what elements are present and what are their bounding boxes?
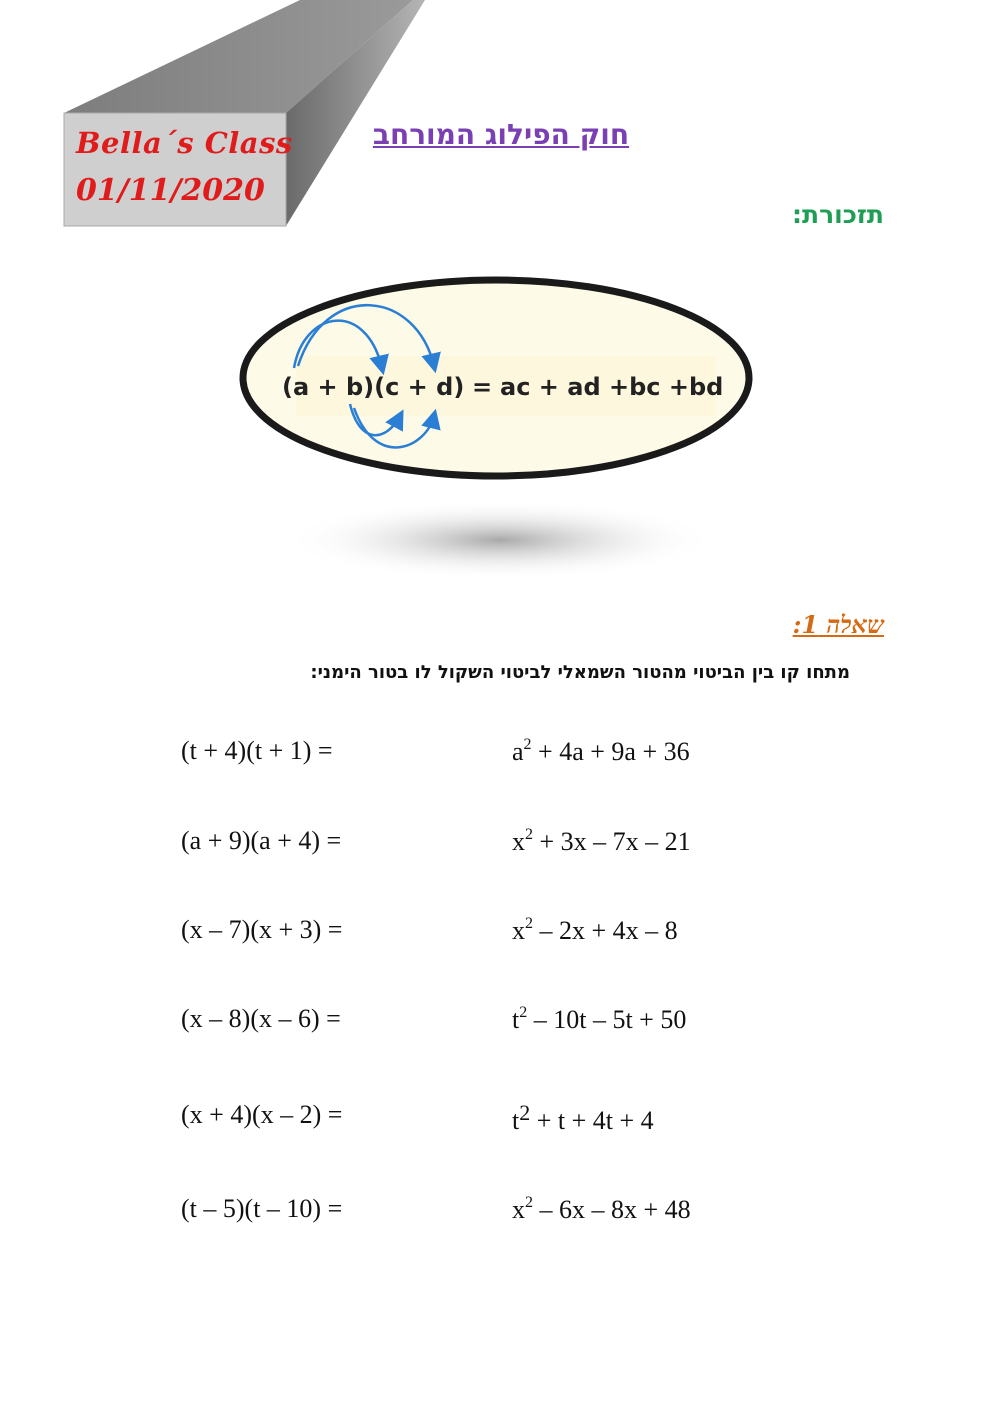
right-expression-4[interactable]: [512, 1004, 686, 1035]
right-expression-1[interactable]: [512, 736, 690, 767]
left-expression-6[interactable]: (t – 5)(t – 10) =: [181, 1194, 343, 1223]
term-exponent: 2: [525, 826, 533, 843]
term-rest: – 2x + 4x – 8: [533, 916, 678, 945]
term-base: t: [512, 1005, 520, 1034]
formula-shadow: [285, 500, 715, 580]
term-exponent: 2: [519, 1004, 528, 1021]
left-expression-1[interactable]: (t + 4)(t + 1) =: [181, 736, 333, 765]
term-rest: – 6x – 8x + 48: [533, 1195, 691, 1224]
term-rest: + 4a + 9a + 36: [531, 737, 690, 766]
question-label: שאלה 1:: [792, 610, 884, 639]
term-rest: + t + 4t + 4: [530, 1106, 654, 1135]
term-base: a: [512, 737, 524, 766]
term-base: x: [512, 916, 525, 945]
term-base: t: [512, 1106, 520, 1135]
left-expression-4[interactable]: (x – 8)(x – 6) =: [181, 1004, 341, 1033]
right-expression-3[interactable]: [512, 915, 678, 946]
formula-equals: =: [472, 373, 493, 401]
left-expression-5[interactable]: (x + 4)(x – 2) =: [181, 1100, 343, 1129]
right-expression-5[interactable]: [512, 1100, 654, 1136]
term-base: x: [512, 1195, 525, 1224]
formula-illustration: [236, 270, 756, 590]
right-expression-2[interactable]: [512, 826, 691, 857]
left-expression-2[interactable]: (a + 9)(a + 4) =: [181, 826, 342, 855]
term-rest: – 10t – 5t + 50: [527, 1005, 687, 1034]
page-title: חוק הפילוג המורחב: [372, 118, 630, 151]
formula-right: ac + ad +bc +bd: [500, 373, 724, 401]
question-instruction: מתחו קו בין הביטוי מהטור השמאלי לביטוי השקול לו בטור הימני:: [310, 662, 850, 683]
left-expression-3[interactable]: (x – 7)(x + 3) =: [181, 915, 343, 944]
term-rest: + 3x – 7x – 21: [533, 827, 691, 856]
term-exponent: 2: [525, 915, 533, 932]
class-date: 01/11/2020: [76, 173, 265, 208]
class-name: Bella´s Class: [76, 126, 293, 160]
term-exponent: 2: [523, 736, 532, 753]
right-expression-6[interactable]: [512, 1194, 691, 1225]
reminder-label: תזכורת:: [792, 200, 884, 229]
term-exponent: 2: [525, 1194, 533, 1211]
term-exponent: 2: [519, 1100, 531, 1125]
term-base: x: [512, 827, 525, 856]
formula-left: (a + b)(c + d): [282, 373, 465, 401]
